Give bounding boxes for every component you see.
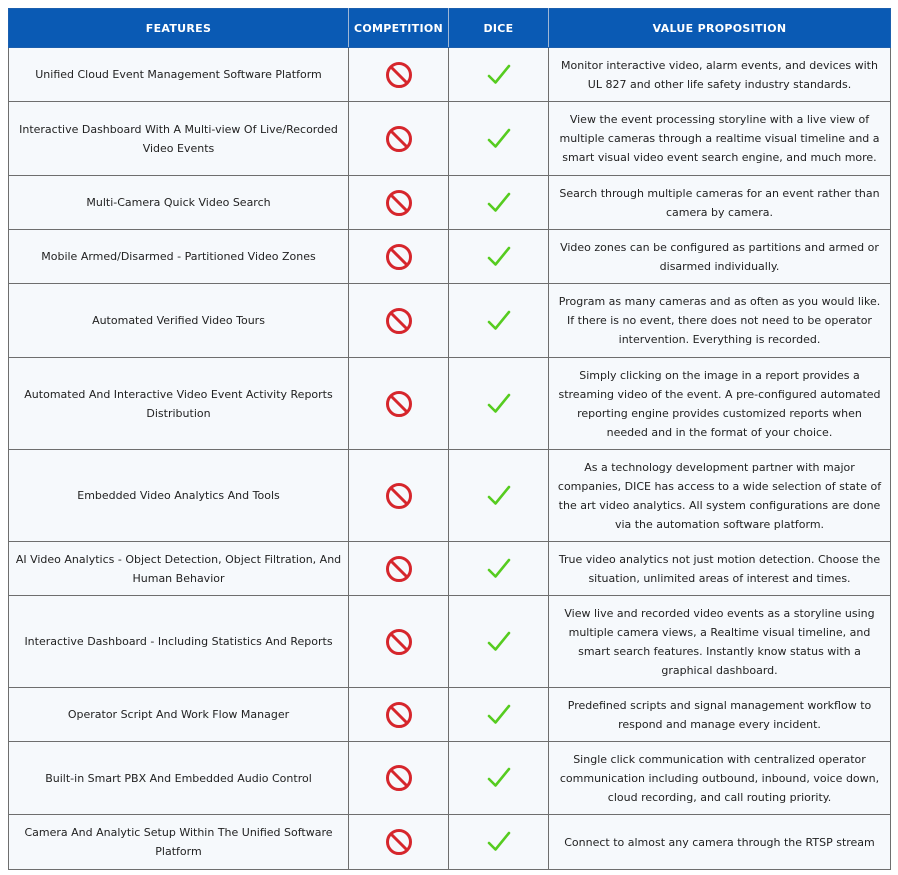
prohibited-icon: [385, 701, 413, 729]
checkmark-icon: [487, 767, 511, 789]
prohibited-icon: [385, 828, 413, 856]
competition-cell: [349, 358, 449, 450]
prohibited-icon: [385, 555, 413, 583]
value-proposition-cell: As a technology development partner with major companies, DICE has access to a wide selection of state of the art video analytics. All system configurations are done via the automation software platform.: [549, 450, 891, 542]
table-row: [9, 742, 891, 815]
table-row: [9, 596, 891, 688]
dice-cell: [449, 742, 549, 815]
checkmark-icon: [487, 485, 511, 507]
competition-cell: [349, 48, 449, 102]
competition-cell: [349, 450, 449, 542]
header-value-proposition: VALUE PROPOSITION: [549, 9, 891, 48]
value-proposition-cell: Search through multiple cameras for an event rather than camera by camera.: [549, 176, 891, 230]
checkmark-icon: [487, 64, 511, 86]
checkmark-icon: [487, 393, 511, 415]
dice-cell: [449, 358, 549, 450]
header-competition: COMPETITION: [349, 9, 449, 48]
prohibited-icon: [385, 61, 413, 89]
value-proposition-cell: View live and recorded video events as a storyline using multiple camera views, a Realtime visual timeline, and smart search features. Instantly know status with a graphical dashboard.: [549, 596, 891, 688]
header-row: [9, 9, 891, 48]
feature-comparison-table: [8, 8, 891, 870]
table-row: [9, 358, 891, 450]
value-proposition-cell: Connect to almost any camera through the RTSP stream: [549, 815, 891, 870]
value-proposition-cell: Simply clicking on the image in a report provides a streaming video of the event. A pre-configured automated reporting engine provides customized reports when needed and in the format of your choice.: [549, 358, 891, 450]
competition-cell: [349, 688, 449, 742]
table-row: [9, 688, 891, 742]
prohibited-icon: [385, 390, 413, 418]
table-row: [9, 450, 891, 542]
table-row: [9, 542, 891, 596]
header-dice: DICE: [449, 9, 549, 48]
value-proposition-cell: Video zones can be configured as partitions and armed or disarmed individually.: [549, 230, 891, 284]
dice-cell: [449, 688, 549, 742]
prohibited-icon: [385, 189, 413, 217]
feature-cell: Mobile Armed/Disarmed - Partitioned Video Zones: [9, 230, 349, 284]
checkmark-icon: [487, 246, 511, 268]
checkmark-icon: [487, 310, 511, 332]
feature-cell: AI Video Analytics - Object Detection, Object Filtration, And Human Behavior: [9, 542, 349, 596]
table-row: [9, 284, 891, 358]
prohibited-icon: [385, 764, 413, 792]
feature-cell: Interactive Dashboard With A Multi-view Of Live/Recorded Video Events: [9, 102, 349, 176]
table-row: [9, 176, 891, 230]
table-row: [9, 815, 891, 870]
competition-cell: [349, 102, 449, 176]
table-body: [9, 48, 891, 870]
prohibited-icon: [385, 482, 413, 510]
feature-cell: Unified Cloud Event Management Software Platform: [9, 48, 349, 102]
checkmark-icon: [487, 704, 511, 726]
feature-cell: Automated And Interactive Video Event Activity Reports Distribution: [9, 358, 349, 450]
feature-cell: Built-in Smart PBX And Embedded Audio Control: [9, 742, 349, 815]
feature-cell: Camera And Analytic Setup Within The Unified Software Platform: [9, 815, 349, 870]
competition-cell: [349, 742, 449, 815]
table-row: [9, 48, 891, 102]
competition-cell: [349, 284, 449, 358]
prohibited-icon: [385, 628, 413, 656]
prohibited-icon: [385, 125, 413, 153]
checkmark-icon: [487, 631, 511, 653]
feature-cell: Interactive Dashboard - Including Statistics And Reports: [9, 596, 349, 688]
competition-cell: [349, 230, 449, 284]
competition-cell: [349, 596, 449, 688]
value-proposition-cell: Monitor interactive video, alarm events, and devices with UL 827 and other life safety industry standards.: [549, 48, 891, 102]
competition-cell: [349, 176, 449, 230]
dice-cell: [449, 176, 549, 230]
prohibited-icon: [385, 307, 413, 335]
table-row: [9, 230, 891, 284]
dice-cell: [449, 48, 549, 102]
checkmark-icon: [487, 128, 511, 150]
value-proposition-cell: View the event processing storyline with a live view of multiple cameras through a realtime visual timeline and a smart visual video event search engine, and much more.: [549, 102, 891, 176]
dice-cell: [449, 815, 549, 870]
dice-cell: [449, 102, 549, 176]
checkmark-icon: [487, 831, 511, 853]
value-proposition-cell: True video analytics not just motion detection. Choose the situation, unlimited areas of interest and times.: [549, 542, 891, 596]
table-row: [9, 102, 891, 176]
dice-cell: [449, 450, 549, 542]
checkmark-icon: [487, 558, 511, 580]
feature-cell: Automated Verified Video Tours: [9, 284, 349, 358]
prohibited-icon: [385, 243, 413, 271]
dice-cell: [449, 230, 549, 284]
feature-cell: Multi-Camera Quick Video Search: [9, 176, 349, 230]
competition-cell: [349, 815, 449, 870]
value-proposition-cell: Predefined scripts and signal management workflow to respond and manage every incident.: [549, 688, 891, 742]
competition-cell: [349, 542, 449, 596]
dice-cell: [449, 542, 549, 596]
dice-cell: [449, 284, 549, 358]
feature-cell: Operator Script And Work Flow Manager: [9, 688, 349, 742]
feature-cell: Embedded Video Analytics And Tools: [9, 450, 349, 542]
header-features: FEATURES: [9, 9, 349, 48]
value-proposition-cell: Single click communication with centralized operator communication including outbound, inbound, voice down, cloud recording, and call routing priority.: [549, 742, 891, 815]
value-proposition-cell: Program as many cameras and as often as you would like. If there is no event, there does not need to be operator intervention. Everything is recorded.: [549, 284, 891, 358]
checkmark-icon: [487, 192, 511, 214]
dice-cell: [449, 596, 549, 688]
